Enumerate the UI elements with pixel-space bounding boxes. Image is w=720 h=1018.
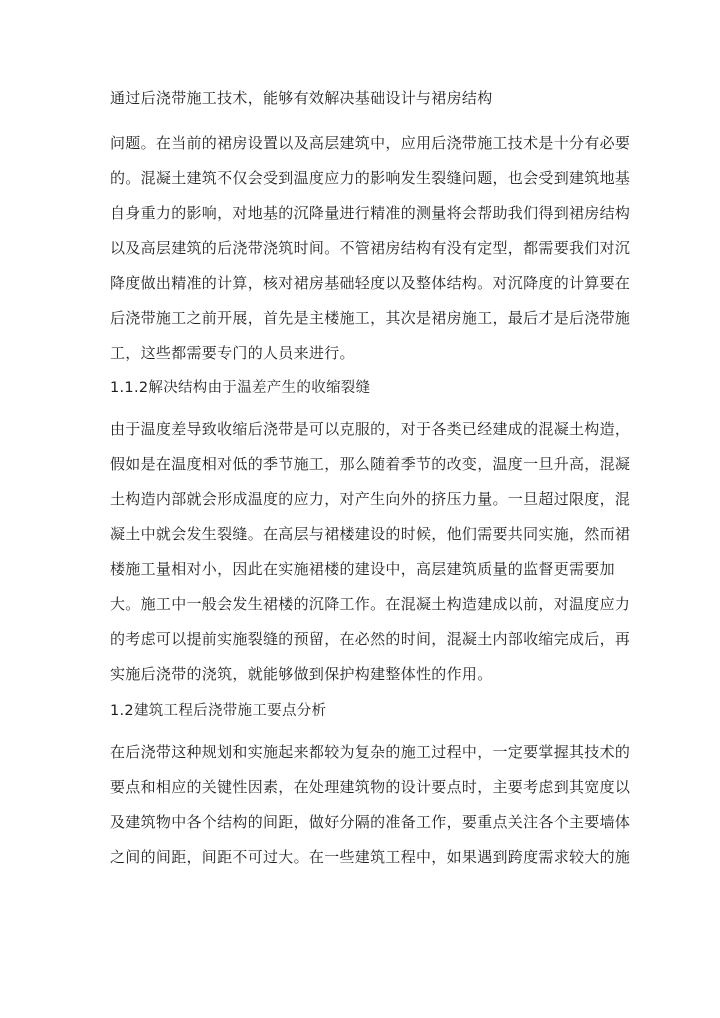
text-line: 问题。在当前的裙房设置以及高层建筑中，应用后浇带施工技术是十分有必要 bbox=[110, 134, 631, 152]
section-heading: 1.1.2解决结构由于温差产生的收缩裂缝 bbox=[110, 380, 371, 396]
text-line: 降度做出精准的计算，核对裙房基础轻度以及整体结构。对沉降度的计算要在 bbox=[110, 274, 631, 292]
text-line: 之间的间距，间距不可过大。在一些建筑工程中，如果遇到跨度需求较大的施 bbox=[110, 848, 631, 866]
text-line: 凝土中就会发生裂缝。在高层与裙楼建设的时候，他们需要共同实施，然而裙 bbox=[110, 525, 631, 543]
text-line: 由于温度差导致收缩后浇带是可以克服的，对于各类已经建成的混凝土构造， bbox=[110, 420, 631, 438]
text-line: 的。混凝土建筑不仅会受到温度应力的影响发生裂缝问题，也会受到建筑地基 bbox=[110, 169, 631, 187]
text-line: 土构造内部就会形成温度的应力，对产生向外的挤压力量。一旦超过限度，混 bbox=[110, 490, 631, 508]
text-line: 楼施工量相对小，因此在实施裙楼的建设中，高层建筑质量的监督更需要加 bbox=[110, 560, 615, 578]
text-line: 大。施工中一般会发生裙楼的沉降工作。在混凝土构造建成以前，对温度应力 bbox=[110, 595, 631, 613]
text-line: 假如是在温度相对低的季节施工，那么随着季节的改变，温度一旦升高，混凝 bbox=[110, 455, 631, 473]
text-line: 实施后浇带的浇筑，就能够做到保护构建整体性的作用。 bbox=[110, 665, 493, 683]
text-line: 的考虑可以提前实施裂缝的预留，在必然的时间，混凝土内部收缩完成后，再 bbox=[110, 630, 631, 648]
text-line: 要点和相应的关键性因素，在处理建筑物的设计要点时，主要考虑到其宽度以 bbox=[110, 778, 631, 796]
text-line: 后浇带施工之前开展，首先是主楼施工，其次是裙房施工，最后才是后浇带施 bbox=[110, 309, 631, 327]
text-line: 以及高层建筑的后浇带浇筑时间。不管裙房结构有没有定型，都需要我们对沉 bbox=[110, 239, 631, 257]
text-line: 通过后浇带施工技术，能够有效解决基础设计与裙房结构 bbox=[110, 89, 493, 107]
section-heading: 1.2建筑工程后浇带施工要点分析 bbox=[110, 703, 327, 719]
text-line: 工，这些都需要专门的人员来进行。 bbox=[110, 344, 355, 362]
text-line: 自身重力的影响，对地基的沉降量进行精准的测量将会帮助我们得到裙房结构 bbox=[110, 204, 631, 222]
text-line: 及建筑物中各个结构的间距，做好分隔的准备工作，要重点关注各个主要墙体 bbox=[110, 813, 631, 831]
text-line: 在后浇带这种规划和实施起来都较为复杂的施工过程中，一定要掌握其技术的 bbox=[110, 743, 631, 761]
